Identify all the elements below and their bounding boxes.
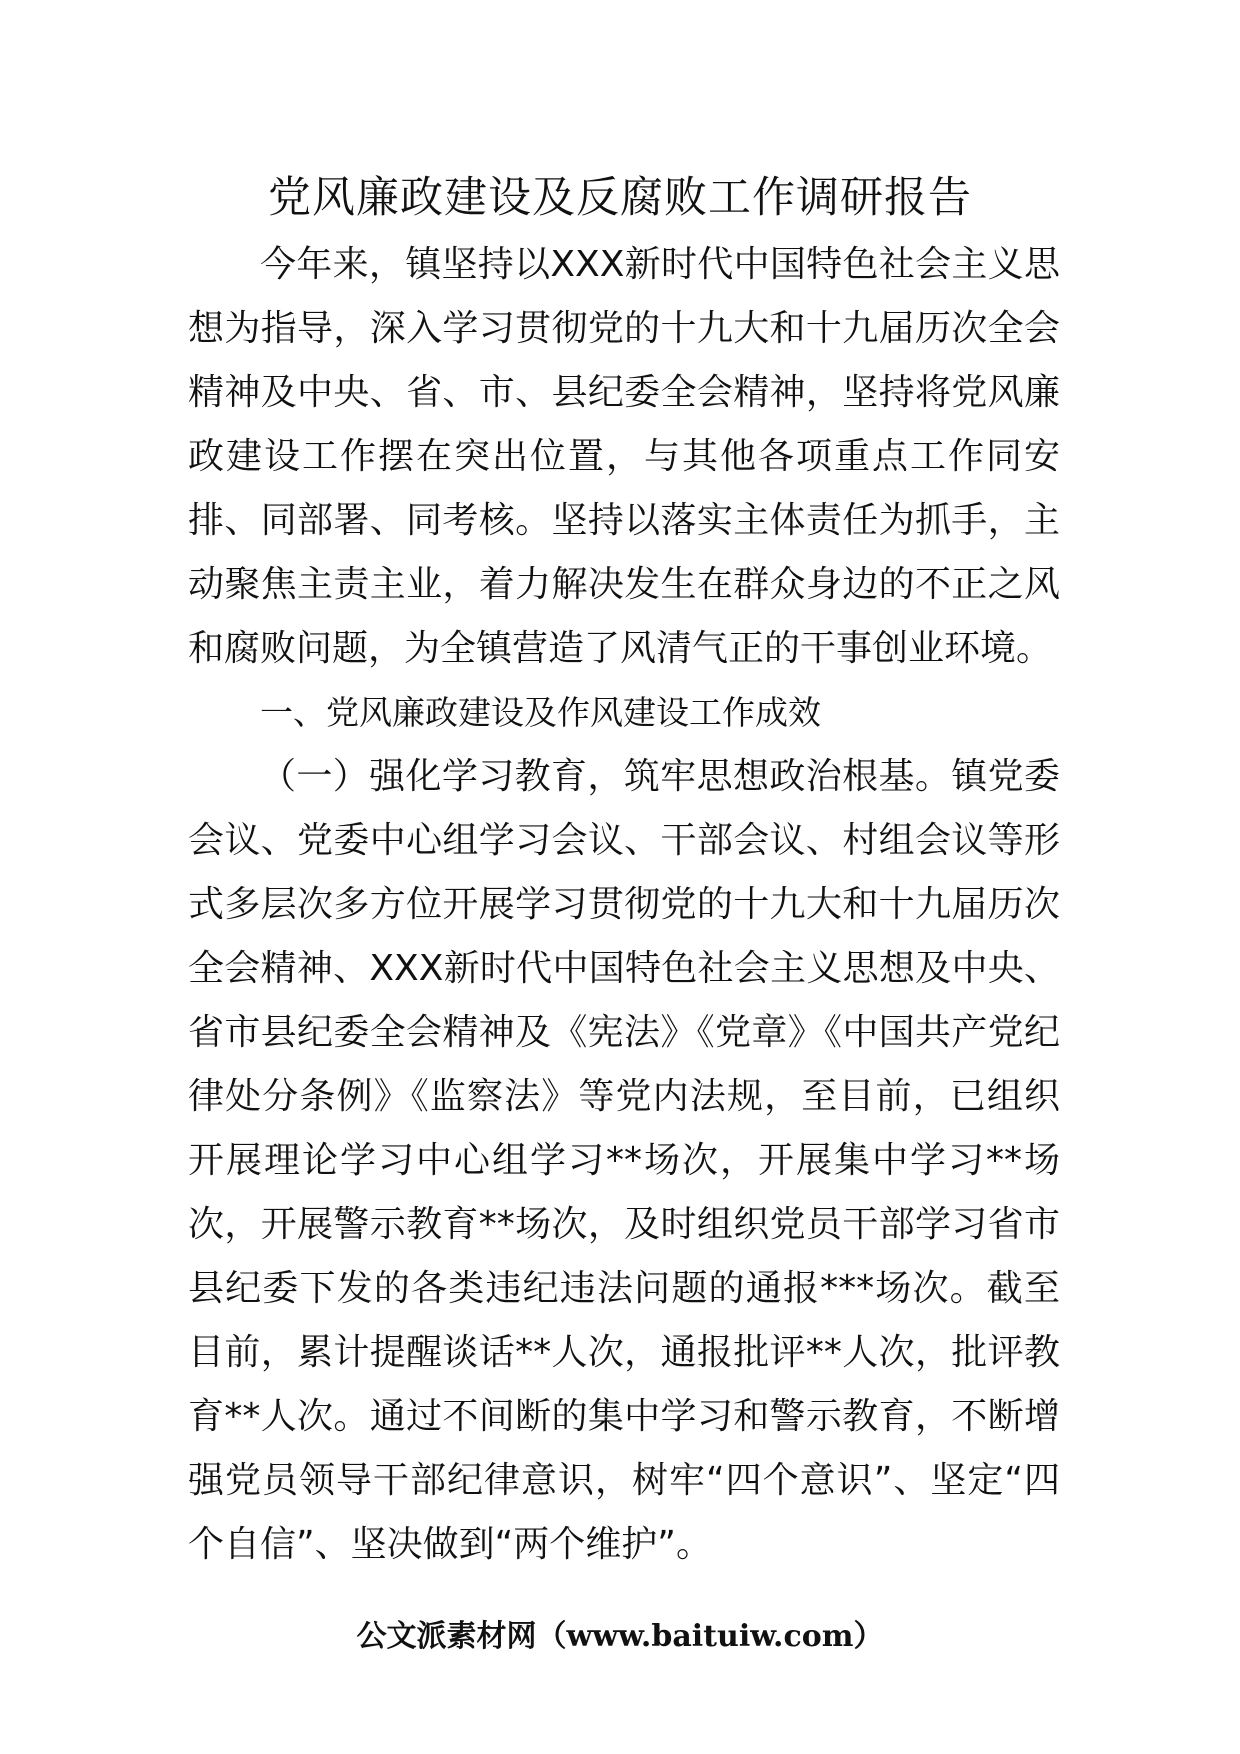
document-body: [188, 233, 1060, 1577]
section-heading: 一、党风廉政建设及作风建设工作成效: [260, 693, 821, 732]
intro-paragraph: 今年来，镇坚持以XXX新时代中国特色社会主义思想为指导，深入学习贯彻党的十九大和十九届历次全会精神及中央、省、市、县纪委全会精神，坚持将党风廉政建设工作摆在突出位置，与其他各项重点工作同安排、同部署、同考核。坚持以落实主体责任为抓手，主动聚焦主责主业，着力解决发生在群众身边的不正之风和腐败问题，为全镇营造了风清气正的干事创业环境。: [188, 244, 1060, 669]
section-paragraph: （一）强化学习教育，筑牢思想政治根基。镇党委会议、党委中心组学习会议、干部会议、村组会议等形式多层次多方位开展学习贯彻党的十九大和十九届历次全会精神、XXX新时代中国特色社会主义思想及中央、省市县纪委全会精神及《宪法》《党章》《中国共产党纪律处分条例》《监察法》等党内法规，至目前，已组织开展理论学习中心组学习**场次，开展集中学习**场次，开展警示教育**场次，及时组织党员干部学习省市县纪委下发的各类违纪违法问题的通报***场次。截至目前，累计提醒谈话**人次，通报批评**人次，批评教育**人次。通过不间断的集中学习和警示教育，不断增强党员领导干部纪律意识，树牢“四个意识”、坚定“四个自信”、坚决做到“两个维护”。: [188, 756, 1060, 1565]
footer-watermark: 公文派素材网（www.baituiw.com）: [356, 1619, 884, 1654]
document-title: 党风廉政建设及反腐败工作调研报告: [268, 173, 972, 223]
